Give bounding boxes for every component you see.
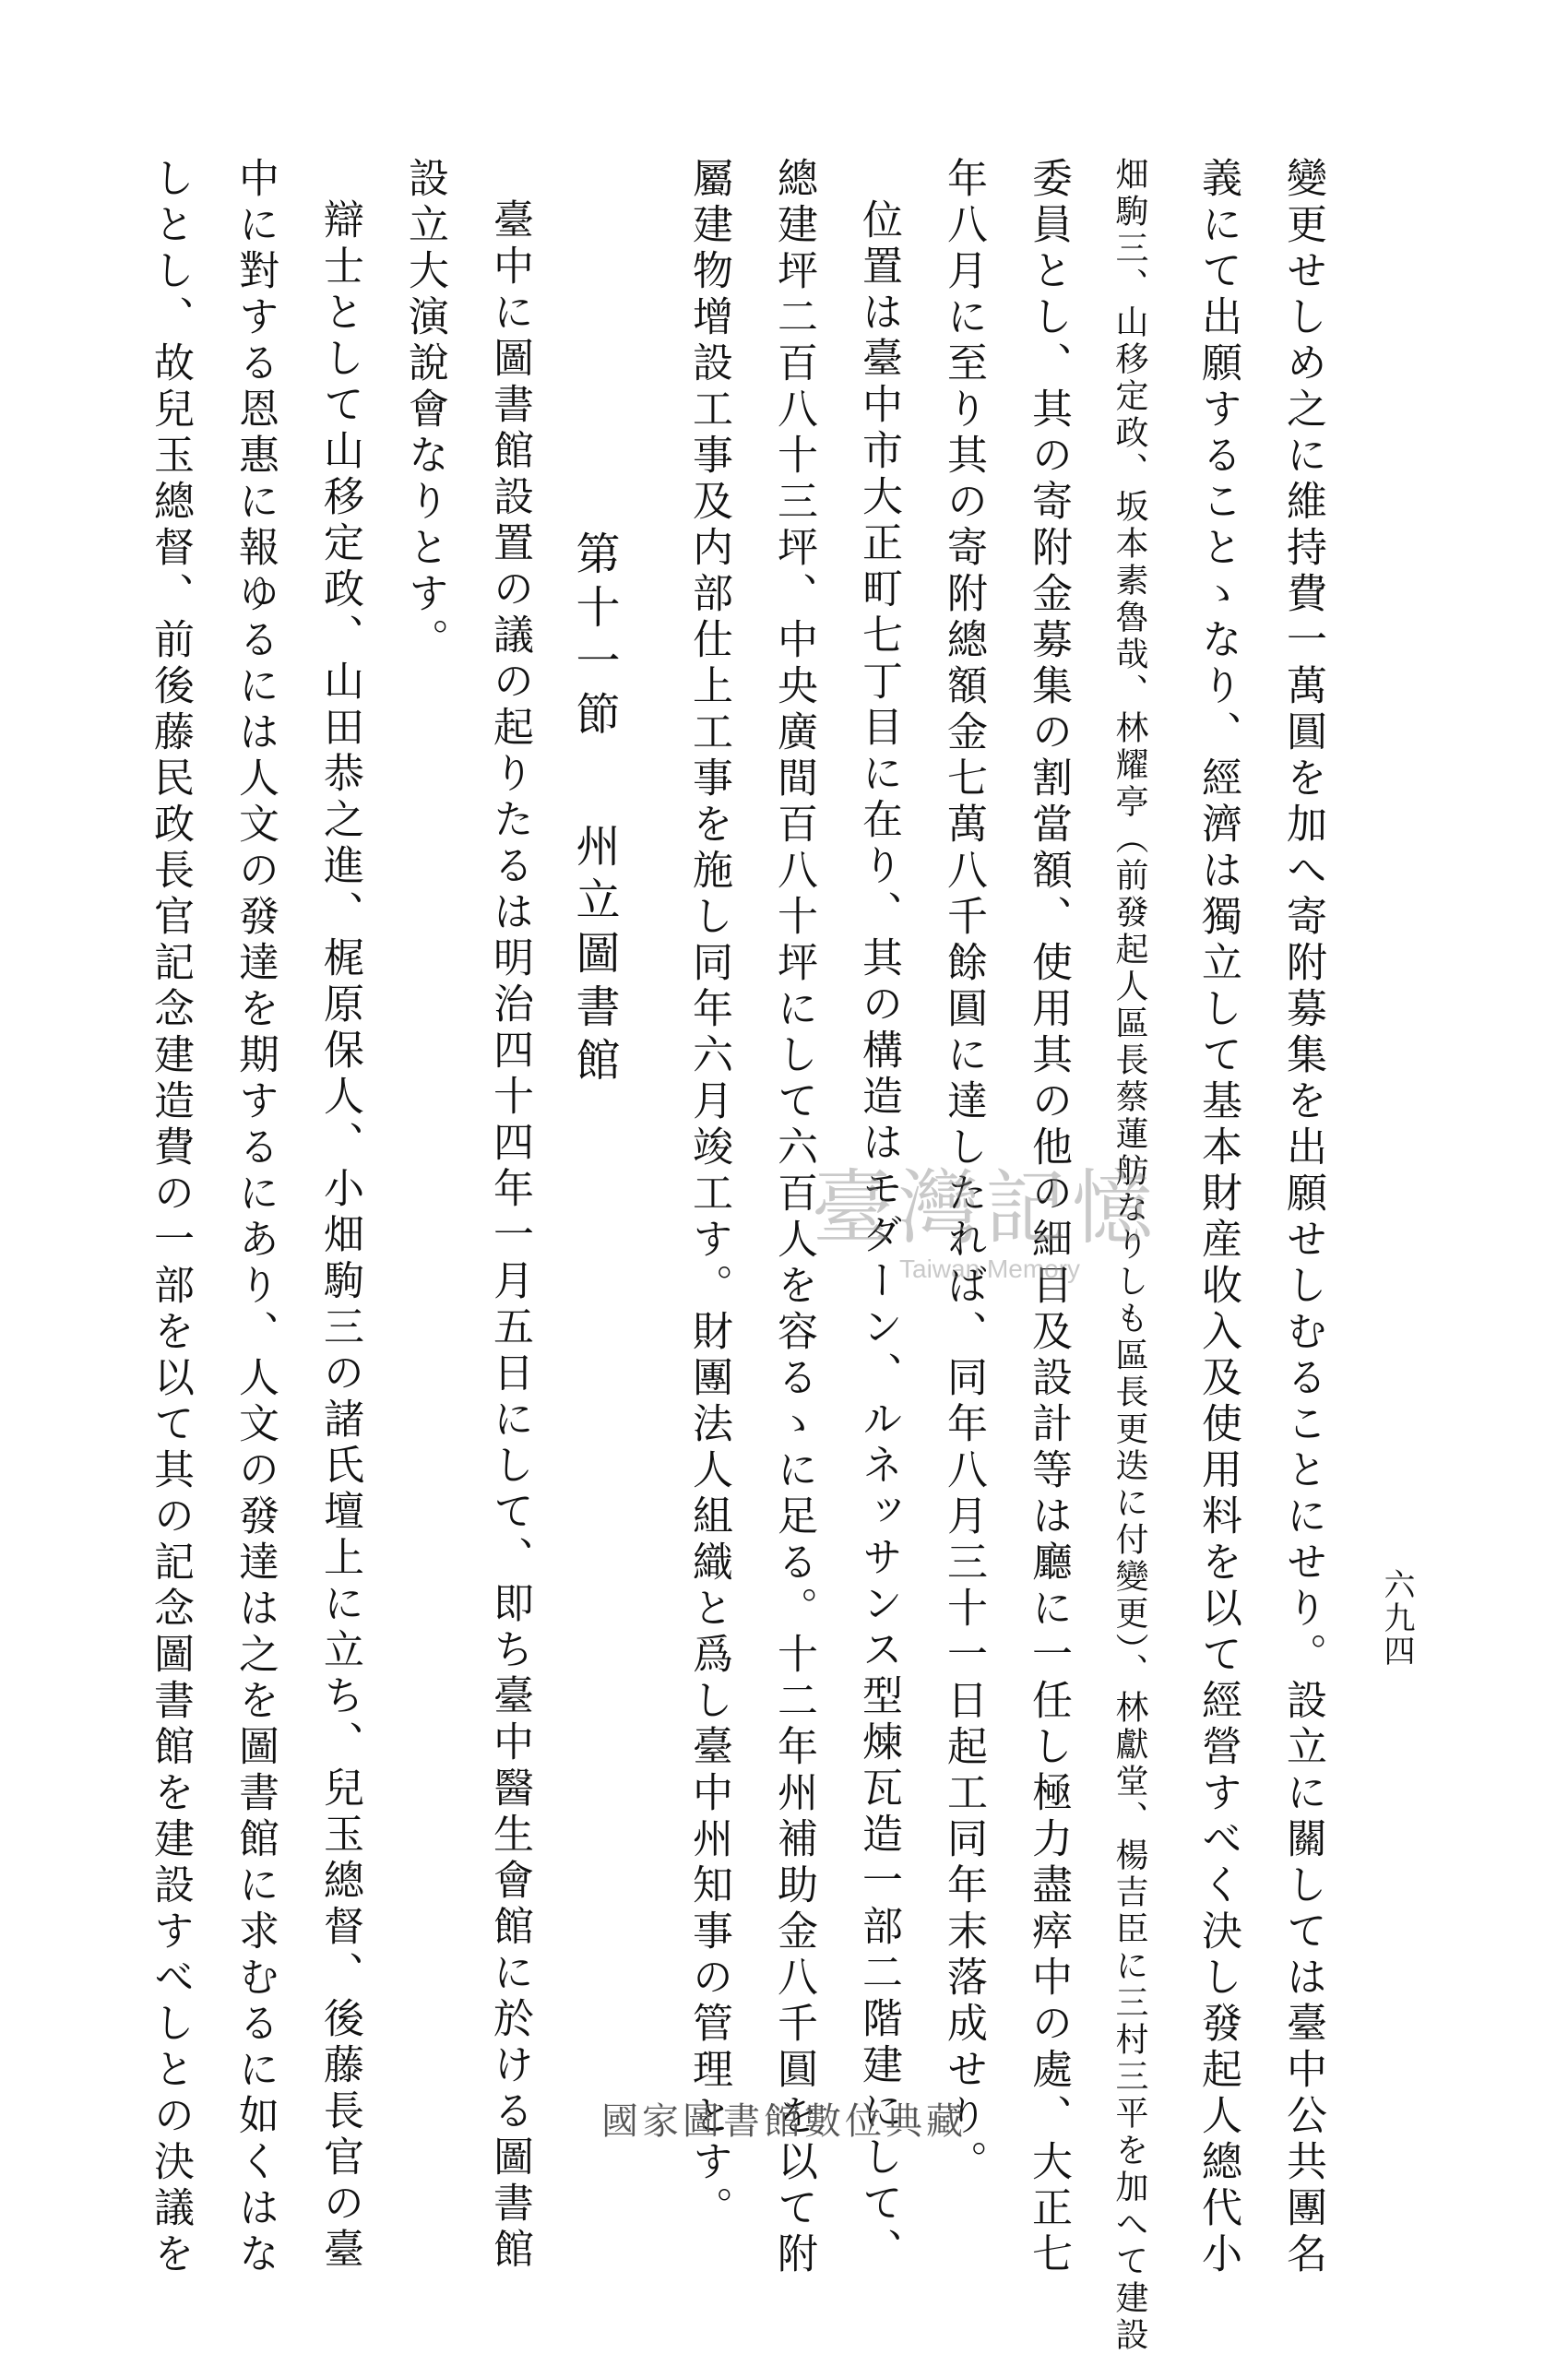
- text-column: 總建坪二百八十三坪、中央廣間百八十坪にして六百人を容るゝに足る。十二年州補助金八千圓を以て附: [770, 157, 817, 2278]
- watermark-english: Taiwan Memory: [899, 1254, 1081, 1283]
- text-column: 變更せしめ之に維持費一萬圓を加へ寄附募集を出願せしむることにせり。設立に關しては臺中公共團名: [1279, 157, 1326, 2278]
- text-column: 委員とし、其の寄附金募集の割當額、使用其の他の細目及設計等は廳に一任し極力盡瘁中の處、大正七: [1025, 157, 1072, 2278]
- text-column: 辯士として山移定政、山田恭之進、梶原保人、小畑駒三の諸氏壇上に立ち、兒玉總督、後藤長官の臺: [316, 198, 363, 2274]
- section-number: 第十一節: [568, 530, 620, 744]
- page-number: 六九四: [1378, 1568, 1415, 1668]
- text-column: しとし、故兒玉總督、前後藤民政長官記念建造費の一部を以て其の記念圖書館を建設すべしとの決議を: [147, 157, 194, 2278]
- footer-credit: 國家圖書館數位典藏: [601, 2100, 967, 2143]
- watermark-chinese: 臺灣記憶: [812, 1160, 1159, 1255]
- section-title: 州立圖書館: [568, 823, 620, 1091]
- text-column: 臺中に圖書館設置の議の起りたるは明治四十四年一月五日にして、即ち臺中醫生會館に於ける圖書館: [486, 198, 533, 2274]
- text-column: 屬建物增設工事及内部仕上工事を施し同年六月竣工す。財團法人組織と爲し臺中州知事の管理とす。: [685, 157, 732, 2232]
- text-column: 畑駒三、山移定政、坂本素魯哉、林耀亭（前發起人區長蔡蓮舫なりしも區長更迭に付變更）、林獻堂、楊吉臣に三村三平を加へて建設: [1111, 157, 1148, 2354]
- section-heading: [563, 530, 626, 1090]
- text-column: 位置は臺中市大正町七丁目に在り、其の構造はモダーン、ルネッサンス型煉瓦造一部二階建にして、: [855, 198, 902, 2274]
- text-column: 年八月に至り其の寄附總額金七萬八千餘圓に達したれば、同年八月三十一日起工同年末落成せり。: [940, 157, 987, 2186]
- text-column: 中に對する恩惠に報ゆるには人文の發達を期するにあり、人文の發達は之を圖書館に求むるに如くはな: [232, 157, 279, 2278]
- text-column: 設立大演說會なりとす。: [401, 157, 448, 664]
- text-column: 義にて出願することゝなり、經濟は獨立して基本財産收入及使用料を以て經營すべく決し發起人總代小: [1194, 157, 1241, 2278]
